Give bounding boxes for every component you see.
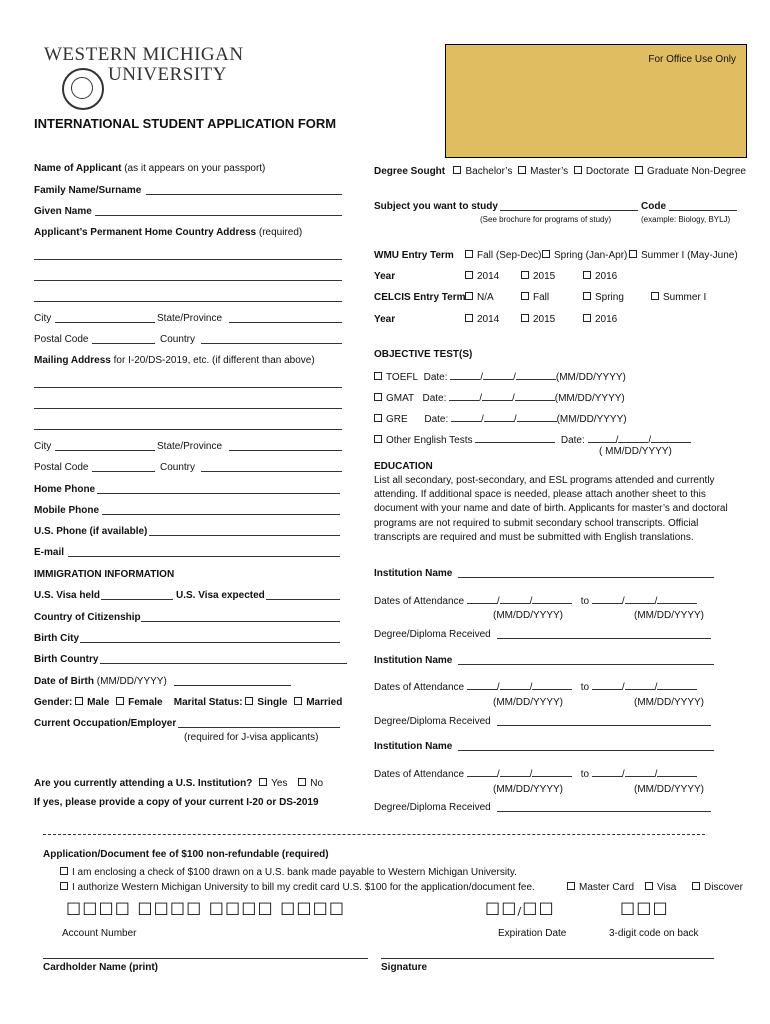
home-state-label: State/Province	[157, 313, 223, 324]
email-label: E-mail	[34, 547, 65, 558]
objective-heading: OBJECTIVE TEST(S)	[374, 349, 473, 360]
home-phone-label: Home Phone	[34, 484, 96, 495]
fee-title: Application/Document fee of $100 non-refundable (required)	[43, 849, 329, 860]
degree-sought-row: Degree Sought Bachelor’s Master’s Doctorate Graduate Non-Degree	[374, 166, 746, 177]
no-checkbox[interactable]	[298, 778, 306, 786]
code-note: (example: Biology, BYLJ)	[641, 215, 731, 224]
wmu-2015-option[interactable]: 2015	[521, 271, 555, 283]
visa-held-field[interactable]	[101, 599, 173, 600]
institution-3-label: Institution Name	[374, 741, 453, 752]
masters-checkbox[interactable]	[518, 166, 526, 174]
mailing-line-2[interactable]	[34, 408, 342, 409]
home-phone-field[interactable]	[97, 493, 340, 494]
us-phone-label: U.S. Phone (if available)	[34, 526, 148, 537]
dates-1-to-format: (MM/DD/YYYY)	[634, 610, 704, 621]
dates-3-to-format: (MM/DD/YYYY)	[634, 784, 704, 795]
dob-field[interactable]	[174, 685, 291, 686]
institution-1-field[interactable]	[458, 577, 714, 578]
mailing-city-field[interactable]	[55, 450, 155, 451]
institution-2-label: Institution Name	[374, 655, 453, 666]
form-title: INTERNATIONAL STUDENT APPLICATION FORM	[34, 116, 337, 131]
wmu-entry-label: WMU Entry Term	[374, 250, 454, 261]
mailing-address-label: Mailing Address for I-20/DS-2019, etc. (if different than above)	[34, 355, 315, 366]
visa-expected-label: U.S. Visa expected	[176, 590, 265, 601]
home-city-field[interactable]	[55, 322, 155, 323]
account-number-boxes[interactable]: ☐☐☐☐ ☐☐☐☐ ☐☐☐☐ ☐☐☐☐	[66, 900, 346, 920]
expiration-label: Expiration Date	[498, 928, 567, 939]
birth-city-label: Birth City	[34, 633, 79, 644]
mobile-phone-field[interactable]	[102, 514, 340, 515]
office-use-label: For Office Use Only	[648, 54, 736, 65]
mailing-state-field[interactable]	[229, 450, 342, 451]
degree-1-field[interactable]	[497, 638, 711, 639]
dates-3-from-format: (MM/DD/YYYY)	[493, 784, 563, 795]
gmat-checkbox[interactable]	[374, 393, 382, 401]
degree-3-field[interactable]	[497, 811, 711, 812]
section-divider	[43, 834, 705, 835]
degree-2-field[interactable]	[497, 725, 711, 726]
email-field[interactable]	[68, 556, 340, 557]
yes-checkbox[interactable]	[259, 778, 267, 786]
institution-1-label: Institution Name	[374, 568, 453, 579]
mailing-country-label: Country	[160, 462, 196, 473]
mobile-phone-label: Mobile Phone	[34, 505, 99, 516]
office-use-box	[445, 44, 747, 158]
home-country-label: Country	[160, 334, 196, 345]
home-country-field[interactable]	[201, 343, 342, 344]
mailing-line-3[interactable]	[34, 429, 342, 430]
degree-3-label: Degree/Diploma Received	[374, 802, 491, 813]
female-checkbox[interactable]	[116, 697, 124, 705]
mailing-country-field[interactable]	[201, 471, 342, 472]
name-applicant-row: Name of Applicant (as it appears on your passport)	[34, 163, 266, 174]
citizenship-field[interactable]	[141, 621, 340, 622]
attending-question: Are you currently attending a U.S. Institution? Yes No	[34, 778, 324, 789]
expiration-boxes[interactable]: ☐☐/☐☐	[485, 900, 555, 920]
mailing-line-1[interactable]	[34, 387, 342, 388]
home-postal-field[interactable]	[92, 343, 155, 344]
signature-field[interactable]	[381, 958, 714, 959]
gre-checkbox[interactable]	[374, 414, 382, 422]
code-field[interactable]	[669, 210, 737, 211]
subject-label: Subject you want to study	[374, 201, 498, 212]
gender-marital-row: Gender: Male Female Marital Status: Single Married	[34, 697, 343, 708]
wmu-year-label: Year	[374, 271, 396, 282]
dates-3-row: Dates of Attendance / / to / /	[374, 767, 697, 781]
subject-field[interactable]	[500, 210, 638, 211]
discover-option[interactable]: Discover	[692, 882, 743, 894]
subject-note: (See brochure for programs of study)	[480, 215, 612, 224]
home-postal-label: Postal Code	[34, 334, 89, 345]
grad-nondegree-checkbox[interactable]	[635, 166, 643, 174]
education-instructions: List all secondary, post-secondary, and ESL programs attended and currently attending. If additional space is needed, please attach another sheet to this document with your name and date of birth. Applicants for master’s and doctoral programs are not required to submit secondary school transcripts. Official transcripts are required and must be submitted with English translations.	[374, 475, 728, 543]
home-state-field[interactable]	[229, 322, 342, 323]
institution-2-field[interactable]	[458, 664, 714, 665]
given-name-field[interactable]	[95, 215, 342, 216]
cvv-boxes[interactable]: ☐☐☐	[620, 900, 669, 920]
wmu-fall-option[interactable]: Fall (Sep-Dec)	[465, 250, 541, 262]
visa-expected-field[interactable]	[266, 599, 340, 600]
jvisa-note: (required for J-visa applicants)	[184, 732, 319, 743]
logo-line-2: UNIVERSITY	[108, 64, 227, 85]
signature-label: Signature	[381, 962, 428, 973]
married-checkbox[interactable]	[294, 697, 302, 705]
birth-country-label: Birth Country	[34, 654, 99, 665]
wmu-2016-option[interactable]: 2016	[583, 271, 617, 283]
bachelors-checkbox[interactable]	[453, 166, 461, 174]
degree-2-label: Degree/Diploma Received	[374, 716, 491, 727]
logo-line-1: WESTERN MICHIGAN	[44, 44, 244, 65]
other-date-format: ( MM/DD/YYYY)	[599, 446, 672, 457]
mastercard-option[interactable]: Master Card	[567, 882, 634, 894]
celcis-2016-option[interactable]: 2016	[583, 314, 617, 326]
mailing-city-label: City	[34, 441, 52, 452]
home-address-line-1[interactable]	[34, 259, 342, 260]
education-heading: EDUCATION	[374, 461, 433, 472]
gmat-row: GMAT Date: / / (MM/DD/YYYY)	[374, 391, 625, 405]
mailing-state-label: State/Province	[157, 441, 223, 452]
mailing-postal-label: Postal Code	[34, 462, 89, 473]
home-address-line-3[interactable]	[34, 301, 342, 302]
account-number-label: Account Number	[62, 928, 137, 939]
celcis-2014-option[interactable]: 2014	[465, 314, 499, 326]
toefl-row: TOEFL Date: / / (MM/DD/YYYY)	[374, 370, 626, 384]
given-name-label: Given Name	[34, 206, 92, 217]
celcis-entry-label: CELCIS Entry Term	[374, 292, 466, 303]
dob-label: Date of Birth (MM/DD/YYYY)	[34, 676, 167, 687]
other-tests-row: Other English Tests Date: / /	[374, 433, 691, 447]
cardholder-label: Cardholder Name (print)	[43, 962, 159, 973]
family-name-field[interactable]	[146, 194, 342, 195]
gre-row: GRE Date: / / (MM/DD/YYYY)	[374, 412, 627, 426]
cardholder-field[interactable]	[43, 958, 368, 959]
celcis-na-option[interactable]: N/A	[465, 292, 494, 304]
i20-note: If yes, please provide a copy of your current I-20 or DS-2019	[34, 797, 319, 808]
occupation-field[interactable]	[178, 727, 340, 728]
family-name-label: Family Name/Surname	[34, 185, 142, 196]
celcis-year-label: Year	[374, 314, 396, 325]
us-phone-field[interactable]	[149, 535, 340, 536]
home-address-line-2[interactable]	[34, 280, 342, 281]
immigration-heading: IMMIGRATION INFORMATION	[34, 569, 175, 580]
card-option[interactable]: I authorize Western Michigan University to bill my credit card U.S. $100 for the application/document fee.	[60, 882, 535, 894]
celcis-2015-option[interactable]: 2015	[521, 314, 555, 326]
visa-held-label: U.S. Visa held	[34, 590, 100, 601]
university-seal-icon	[62, 68, 104, 110]
single-checkbox[interactable]	[245, 697, 253, 705]
visa-option[interactable]: Visa	[645, 882, 676, 894]
dates-2-row: Dates of Attendance / / to / /	[374, 680, 697, 694]
institution-3-field[interactable]	[458, 750, 714, 751]
celcis-spring-option[interactable]: Spring	[583, 292, 624, 304]
check-option[interactable]: I am enclosing a check of $100 drawn on a U.S. bank made payable to Western Michigan University.	[60, 867, 517, 879]
birth-city-field[interactable]	[80, 642, 340, 643]
dates-2-to-format: (MM/DD/YYYY)	[634, 697, 704, 708]
doctorate-checkbox[interactable]	[574, 166, 582, 174]
mailing-postal-field[interactable]	[92, 471, 155, 472]
home-address-label: Applicant’s Permanent Home Country Address (required)	[34, 227, 303, 238]
wmu-spring-option[interactable]: Spring (Jan-Apr)	[542, 250, 627, 262]
male-checkbox[interactable]	[75, 697, 83, 705]
toefl-checkbox[interactable]	[374, 372, 382, 380]
wmu-2014-option[interactable]: 2014	[465, 271, 499, 283]
degree-1-label: Degree/Diploma Received	[374, 629, 491, 640]
other-tests-checkbox[interactable]	[374, 435, 382, 443]
celcis-fall-option[interactable]: Fall	[521, 292, 549, 304]
occupation-label: Current Occupation/Employer	[34, 718, 177, 729]
home-city-label: City	[34, 313, 52, 324]
code-label: Code	[641, 201, 666, 212]
dates-2-from-format: (MM/DD/YYYY)	[493, 697, 563, 708]
birth-country-field[interactable]	[100, 663, 347, 664]
wmu-summer-option[interactable]: Summer I (May-June)	[629, 250, 738, 262]
dates-1-from-format: (MM/DD/YYYY)	[493, 610, 563, 621]
dates-1-row: Dates of Attendance / / to / /	[374, 594, 697, 608]
cvv-label: 3-digit code on back	[609, 928, 699, 939]
citizenship-label: Country of Citizenship	[34, 612, 141, 623]
celcis-summer-option[interactable]: Summer I	[651, 292, 706, 304]
